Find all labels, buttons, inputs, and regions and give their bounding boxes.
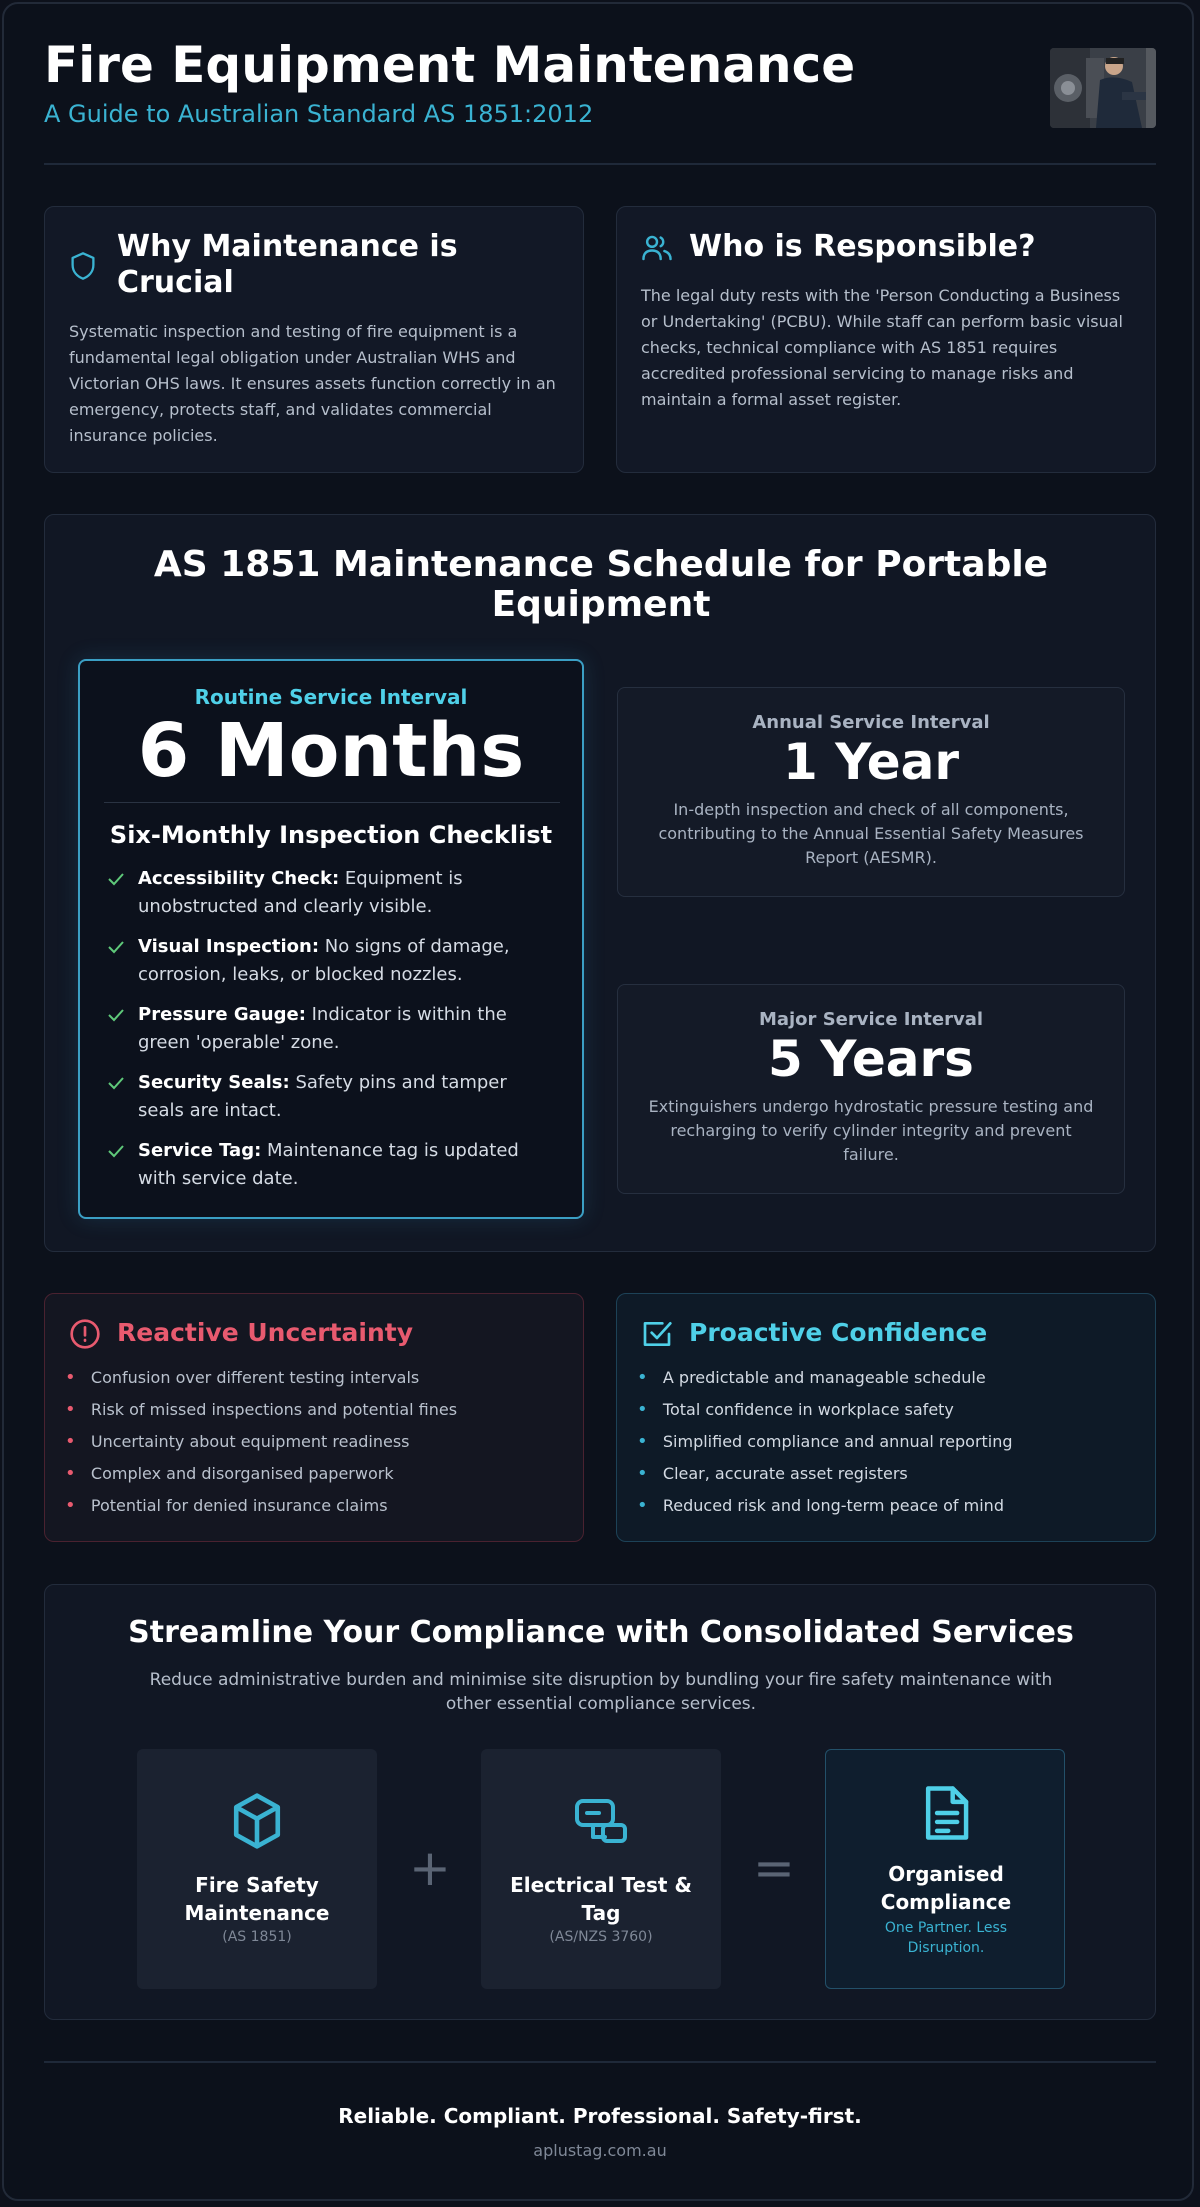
check-square-icon <box>641 1318 673 1350</box>
checklist-title: Six-Monthly Inspection Checklist <box>109 821 553 849</box>
service-name-line2: Maintenance <box>184 1901 330 1925</box>
checklist-item-text-cont: green 'operable' zone. <box>138 1032 340 1053</box>
alert-circle-icon <box>69 1318 101 1350</box>
box-icon <box>229 1791 285 1851</box>
document-icon <box>920 1784 972 1842</box>
footer-site-link[interactable]: aplustag.com.au <box>533 2141 667 2160</box>
footer-divider <box>44 2061 1156 2063</box>
why-body: Systematic inspection and testing of fire equipment is a fundamental legal obligation under Australian WHS and Victorian OHS laws. It ensures assets function correctly in an emergency, protects staff, and validates commercial insurance policies. <box>69 322 556 445</box>
shield-icon <box>69 251 97 281</box>
annual-interval-card <box>617 687 1125 897</box>
schedule-title-line1: AS 1851 Maintenance Schedule for Portable <box>153 544 1049 585</box>
service-electrical <box>481 1749 721 1989</box>
consolidated-sub-line2: other essential compliance services. <box>445 1694 757 1714</box>
annual-value: 1 Year <box>782 733 960 791</box>
service-fire-safety <box>137 1749 377 1989</box>
checklist-item-label: Accessibility Check: <box>138 868 340 889</box>
checklist-item-label: Security Seals: <box>138 1072 290 1093</box>
result-name-line2: Compliance <box>880 1890 1012 1914</box>
service-name-line1: Electrical Test & <box>510 1873 692 1897</box>
who-card <box>616 206 1156 473</box>
checklist-item-text: Equipment is <box>339 868 463 889</box>
users-icon <box>641 233 673 263</box>
plug-tag-icon <box>573 1797 629 1845</box>
checklist-item-text-cont: seals are intact. <box>138 1100 282 1121</box>
why-title-line2: Crucial <box>117 265 234 300</box>
list-item: • Simplified compliance and annual reporting <box>637 1431 1013 1452</box>
consolidated-section <box>44 1584 1156 2020</box>
annual-desc-line2: contributing to the Annual Essential Safety Measures <box>658 824 1084 843</box>
major-desc-line2: recharging to verify cylinder integrity and prevent <box>670 1121 1072 1140</box>
check-icon <box>106 1073 126 1097</box>
header-divider <box>44 163 1156 165</box>
why-title-line1: Why Maintenance is <box>117 229 458 264</box>
major-desc-line3: failure. <box>843 1145 899 1164</box>
result-organised-compliance <box>825 1749 1065 1989</box>
list-item: • A predictable and manageable schedule <box>637 1367 986 1388</box>
checklist-item-text-cont: unobstructed and clearly visible. <box>138 896 433 917</box>
reactive-card <box>44 1293 584 1542</box>
check-icon <box>106 937 126 961</box>
check-icon <box>106 1005 126 1029</box>
routine-divider <box>104 802 560 803</box>
proactive-list <box>637 1362 1013 1522</box>
major-value: 5 Years <box>768 1030 974 1088</box>
major-interval-card <box>617 984 1125 1194</box>
routine-label: Routine Service Interval <box>194 685 468 709</box>
technician-photo <box>1050 48 1156 128</box>
checklist-item-text: Indicator is within the <box>305 1004 507 1025</box>
result-tag-line2: Disruption. <box>907 1940 985 1956</box>
schedule-section <box>44 514 1156 1252</box>
schedule-title-line2: Equipment <box>491 584 711 625</box>
why-card <box>44 206 584 473</box>
routine-value: 6 Months <box>137 708 525 794</box>
list-item: • Uncertainty about equipment readiness <box>65 1431 410 1452</box>
list-item: • Reduced risk and long-term peace of mind <box>637 1495 1004 1516</box>
annual-desc-line1: In-depth inspection and check of all components, <box>673 800 1069 819</box>
result-name-line1: Organised <box>888 1862 1004 1886</box>
who-title: Who is Responsible? <box>689 229 1036 264</box>
checklist-item-label: Visual Inspection: <box>138 936 320 957</box>
checklist-item-text: No signs of damage, <box>319 936 510 957</box>
major-label: Major Service Interval <box>758 1009 984 1030</box>
list-item: • Total confidence in workplace safety <box>637 1399 954 1420</box>
list-item: • Confusion over different testing intervals <box>65 1367 420 1388</box>
service-standard: (AS/NZS 3760) <box>549 1929 653 1945</box>
check-icon <box>106 869 126 893</box>
major-desc-line1: Extinguishers undergo hydrostatic pressure testing and <box>648 1097 1094 1116</box>
service-name-line1: Fire Safety <box>195 1873 319 1897</box>
list-item: • Complex and disorganised paperwork <box>65 1463 394 1484</box>
annual-label: Annual Service Interval <box>752 712 990 733</box>
checklist-item-text: Safety pins and tamper <box>289 1072 507 1093</box>
page-subtitle: A Guide to Australian Standard AS 1851:2012 <box>44 100 594 128</box>
list-item: • Potential for denied insurance claims <box>65 1495 388 1516</box>
result-tag-line1: One Partner. Less <box>884 1920 1008 1936</box>
reactive-list <box>65 1362 457 1522</box>
equals-sign: = <box>753 1839 795 1897</box>
checklist-item-label: Pressure Gauge: <box>138 1004 306 1025</box>
list-item: • Clear, accurate asset registers <box>637 1463 908 1484</box>
proactive-title: Proactive Confidence <box>689 1318 988 1347</box>
plus-sign: + <box>409 1839 451 1897</box>
checklist-item-label: Service Tag: <box>138 1140 262 1161</box>
check-icon <box>106 1141 126 1165</box>
service-standard: (AS 1851) <box>222 1929 292 1945</box>
service-name-line2: Tag <box>581 1901 621 1925</box>
annual-desc-line3: Report (AESMR). <box>805 848 937 867</box>
page-title: Fire Equipment Maintenance <box>44 36 856 94</box>
list-item: • Risk of missed inspections and potential fines <box>65 1399 458 1420</box>
routine-interval-card <box>78 659 584 1219</box>
checklist-item-text-cont: corrosion, leaks, or blocked nozzles. <box>138 964 463 985</box>
checklist-item-text-cont: with service date. <box>138 1168 299 1189</box>
proactive-card <box>616 1293 1156 1542</box>
who-body: The legal duty rests with the 'Person Conducting a Business or Undertaking' (PCBU). While staff can perform basic visual checks, technical compliance with AS 1851 requires accredited professional servicing to manage risks and maintain a formal asset register. <box>641 286 1123 409</box>
consolidated-title: Streamline Your Compliance with Consolidated Services <box>128 1615 1074 1650</box>
footer-tagline: Reliable. Compliant. Professional. Safety-first. <box>338 2104 862 2128</box>
reactive-title: Reactive Uncertainty <box>117 1318 414 1347</box>
checklist-item-text: Maintenance tag is updated <box>261 1140 519 1161</box>
consolidated-sub-line1: Reduce administrative burden and minimise site disruption by bundling your fire safety maintenance with <box>149 1670 1053 1690</box>
